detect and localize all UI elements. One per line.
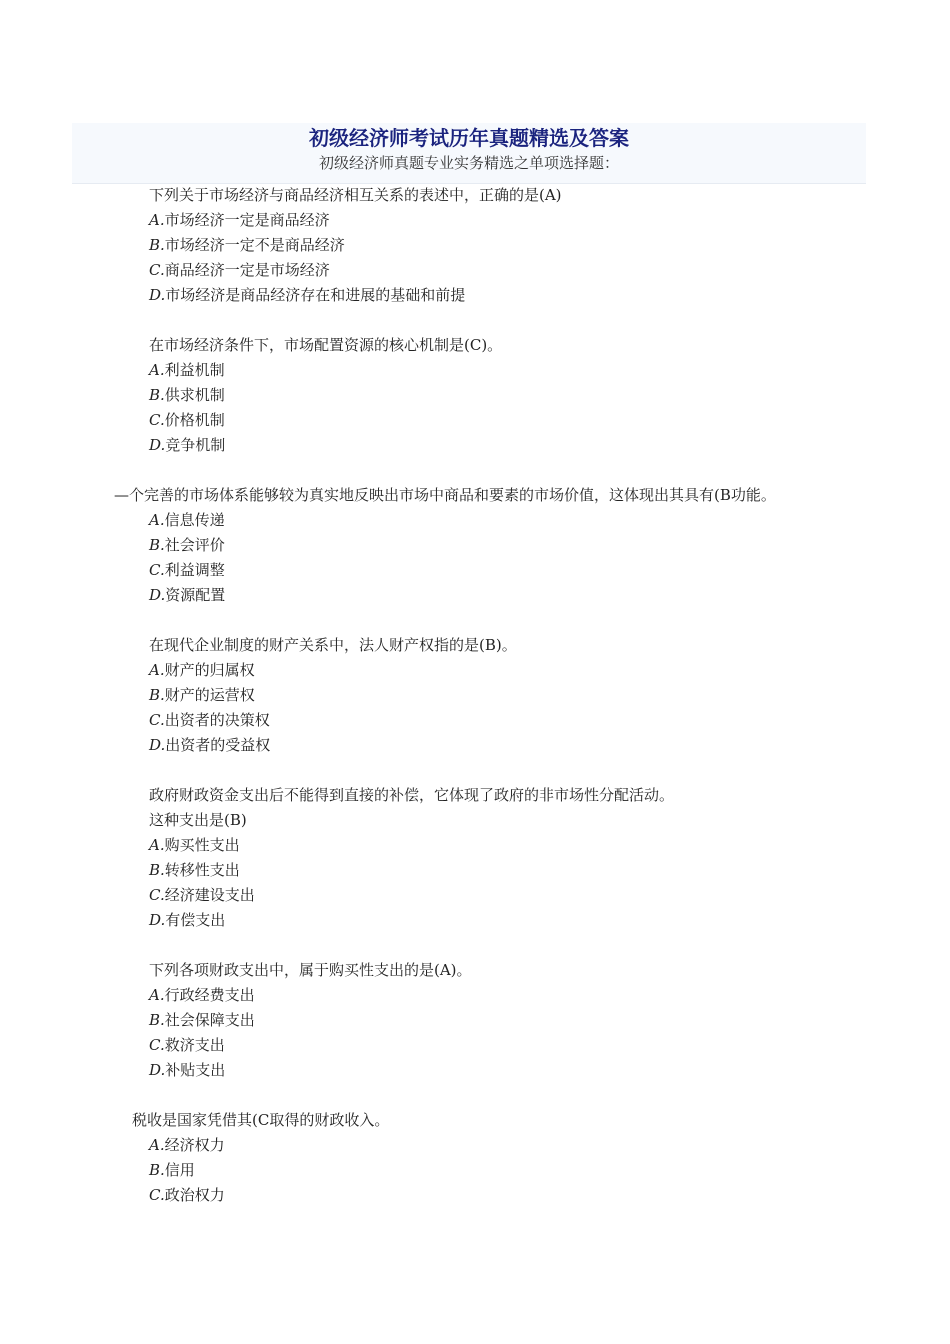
- option-a: [149, 358, 950, 383]
- question-text: —个完善的市场体系能够较为真实地反映出市场中商品和要素的市场价值，这体现出其具有(B功能。: [114, 486, 776, 504]
- option-text: 商品经济一定是市场经济: [164, 261, 330, 279]
- question-text: 税收是国家凭借其(C取得的财政收入。: [132, 1111, 390, 1129]
- option-letter: A.: [149, 211, 165, 229]
- document-title: 初级经济师考试历年真题精选及答案: [309, 126, 629, 150]
- option-text: 价格机制: [164, 411, 225, 429]
- option-a: [149, 1133, 950, 1158]
- option-letter: D.: [149, 436, 166, 454]
- option-d: [149, 433, 950, 458]
- question-list: [0, 183, 950, 1233]
- option-text: 市场经济一定不是商品经济: [164, 236, 345, 254]
- option-letter: A.: [149, 661, 165, 679]
- option-letter: D.: [149, 1061, 166, 1079]
- option-text: 利益机制: [164, 361, 225, 379]
- option-a: [149, 658, 950, 683]
- option-text: 经济权力: [164, 1136, 225, 1154]
- option-text: 供求机制: [164, 386, 225, 404]
- question-5: [0, 783, 950, 933]
- option-letter: B.: [149, 1161, 165, 1179]
- option-letter: A.: [149, 1136, 165, 1154]
- option-c: [149, 1183, 950, 1208]
- option-c: [149, 883, 950, 908]
- option-text: 出资者的决策权: [164, 711, 270, 729]
- option-text: 信息传递: [164, 511, 225, 529]
- option-a: [149, 208, 950, 233]
- option-d: [149, 908, 950, 933]
- option-letter: C.: [149, 886, 165, 904]
- question-4: [0, 633, 950, 758]
- option-text: 竞争机制: [165, 436, 226, 454]
- option-letter: B.: [149, 861, 165, 879]
- option-letter: C.: [149, 261, 165, 279]
- question-text: 下列各项财政支出中，属于购买性支出的是(A)。: [149, 961, 472, 979]
- document-subtitle: 初级经济师真题专业实务精选之单项选择题：: [318, 154, 619, 172]
- question-7: [0, 1108, 950, 1208]
- option-d: [149, 733, 950, 758]
- option-text: 财产的运营权: [164, 686, 255, 704]
- option-letter: B.: [149, 686, 165, 704]
- option-letter: C.: [149, 1036, 165, 1054]
- option-c: [149, 708, 950, 733]
- option-b: [149, 233, 950, 258]
- option-text: 购买性支出: [164, 836, 240, 854]
- option-text: 转移性支出: [164, 861, 240, 879]
- option-c: [149, 408, 950, 433]
- option-b: [149, 1158, 950, 1183]
- option-b: [149, 683, 950, 708]
- question-text: 在市场经济条件下，市场配置资源的核心机制是(C)。: [149, 336, 503, 354]
- option-a: [149, 508, 950, 533]
- question-text-continued: 这种支出是(B): [149, 811, 247, 829]
- option-letter: B.: [149, 386, 165, 404]
- option-a: [149, 833, 950, 858]
- option-letter: D.: [149, 286, 166, 304]
- option-letter: D.: [149, 911, 166, 929]
- option-b: [149, 858, 950, 883]
- question-6: [0, 958, 950, 1083]
- question-text: 政府财政资金支出后不能得到直接的补偿，它体现了政府的非市场性分配活动。: [149, 786, 675, 804]
- option-text: 财产的归属权: [164, 661, 255, 679]
- option-text: 社会评价: [164, 536, 225, 554]
- option-c: [149, 558, 950, 583]
- option-letter: A.: [149, 361, 165, 379]
- option-text: 信用: [164, 1161, 195, 1179]
- question-text: 下列关于市场经济与商品经济相互关系的表述中，正确的是(A): [149, 186, 562, 204]
- option-letter: B.: [149, 236, 165, 254]
- option-letter: B.: [149, 536, 165, 554]
- option-letter: A.: [149, 836, 165, 854]
- option-d: [149, 1058, 950, 1083]
- option-text: 社会保障支出: [164, 1011, 255, 1029]
- question-text: 在现代企业制度的财产关系中，法人财产权指的是(B)。: [149, 636, 517, 654]
- option-a: [149, 983, 950, 1008]
- question-3: [0, 483, 950, 608]
- option-letter: C.: [149, 411, 165, 429]
- option-text: 补贴支出: [165, 1061, 226, 1079]
- option-letter: D.: [149, 586, 166, 604]
- option-b: [149, 533, 950, 558]
- option-text: 有偿支出: [165, 911, 226, 929]
- option-text: 政治权力: [164, 1186, 225, 1204]
- option-letter: C.: [149, 1186, 165, 1204]
- document-header: [72, 123, 866, 184]
- option-letter: B.: [149, 1011, 165, 1029]
- option-d: [149, 283, 950, 308]
- question-2: [0, 333, 950, 458]
- option-letter: A.: [149, 986, 165, 1004]
- option-letter: C.: [149, 711, 165, 729]
- option-text: 市场经济是商品经济存在和进展的基础和前提: [165, 286, 466, 304]
- option-c: [149, 258, 950, 283]
- option-letter: D.: [149, 736, 166, 754]
- option-text: 救济支出: [164, 1036, 225, 1054]
- option-b: [149, 1008, 950, 1033]
- option-b: [149, 383, 950, 408]
- option-text: 经济建设支出: [164, 886, 255, 904]
- option-letter: C.: [149, 561, 165, 579]
- option-text: 出资者的受益权: [165, 736, 271, 754]
- question-1: [0, 183, 950, 308]
- option-text: 市场经济一定是商品经济: [164, 211, 330, 229]
- option-text: 利益调整: [164, 561, 225, 579]
- option-c: [149, 1033, 950, 1058]
- option-d: [149, 583, 950, 608]
- option-text: 行政经费支出: [164, 986, 255, 1004]
- option-text: 资源配置: [165, 586, 226, 604]
- option-letter: A.: [149, 511, 165, 529]
